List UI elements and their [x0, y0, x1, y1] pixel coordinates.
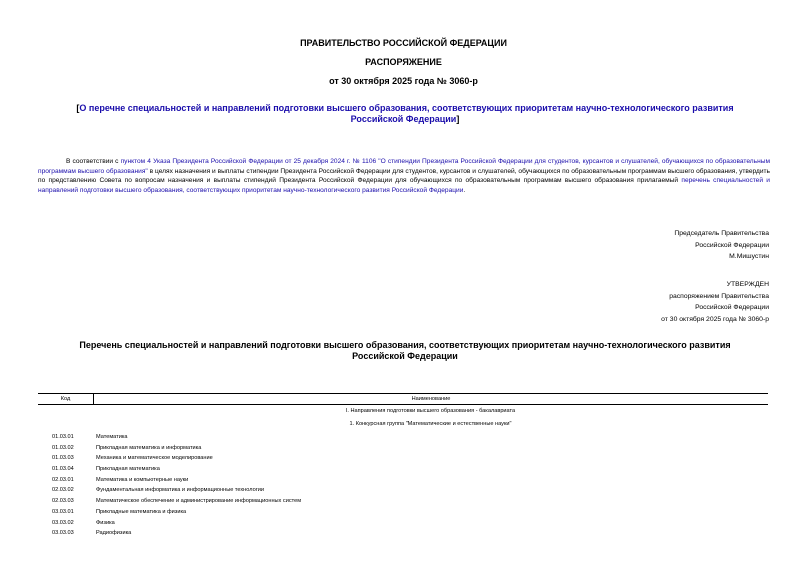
row-name: Радиофизика [96, 530, 132, 537]
specialties-table [38, 393, 768, 539]
row-name: Математическое обеспечение и администрирование информационных систем [96, 498, 302, 505]
table-row [38, 485, 768, 496]
approval-block [661, 279, 769, 325]
signature-name: М.Мишустин [729, 253, 769, 260]
column-header-name: Наименование [93, 394, 768, 404]
group-heading: 1. Конкурсная группа "Математические и естественные науки" [349, 421, 512, 427]
row-code: 01.03.04 [52, 466, 74, 473]
document-date-number: от 30 октября 2025 года № 3060-р [329, 76, 478, 86]
table-body [38, 432, 768, 539]
subject-close-bracket: ] [456, 114, 460, 124]
row-name: Математика и компьютерные науки [96, 476, 189, 483]
table-header [38, 393, 768, 405]
table-row [38, 528, 768, 539]
subject-open-bracket: [ [76, 103, 80, 113]
row-code: 02.03.01 [52, 476, 74, 483]
table-row [38, 432, 768, 443]
approval-title: УТВЕРЖДЕН [726, 281, 769, 288]
row-name: Физика [96, 519, 115, 526]
approval-line-2: распоряжением Правительства [669, 292, 769, 300]
approval-line-3: Российской Федерации [695, 304, 769, 311]
list-link[interactable]: перечень специальностей и направлений подготовки высшего образования, соответствующих приоритетам научно-технологического развития Российской Федерации [38, 177, 770, 194]
table-row [38, 518, 768, 529]
government-heading: ПРАВИТЕЛЬСТВО РОССИЙСКОЙ ФЕДЕРАЦИИ [300, 38, 507, 48]
document-subject [55, 103, 755, 125]
list-title: Перечень специальностей и направлений подготовки высшего образования, соответствующих приоритетам научно-технологического развития Российской Федерации [79, 340, 731, 361]
row-code: 03.03.01 [52, 508, 74, 515]
p1-text1: В соответствии с [66, 158, 121, 165]
table-row [38, 475, 768, 486]
table-row [38, 496, 768, 507]
row-name: Механика и математическое моделирование [96, 455, 213, 462]
decree-link[interactable]: пунктом 4 Указа Президента Российской Федерации от 25 декабря 2024 г. № 1106 "О стипендии Президента Российской Федерации для студентов, курсантов и слушателей, обучающихся по образовательным программам высшего образования" [38, 158, 771, 175]
row-name: Фундаментальная информатика и информационные технологии [96, 487, 264, 494]
p1-text2: в целях назначения и выплаты стипендии Президента Российской Федерации для студентов, курсантов и слушателей, обучающихся по образовательным программам высшего образования, утвердить по представлению Совета по вопросам назначения и выплаты стипендий Президента Российской Федерации для обучающихся по образовательным программам высшего образования прилагаемый [38, 167, 770, 184]
table-row [38, 443, 768, 454]
row-name: Прикладные математика и физика [96, 508, 187, 515]
signature-position: Председатель Правительства [674, 230, 769, 237]
signature-country: Российской Федерации [695, 241, 769, 249]
row-code: 01.03.03 [52, 455, 74, 462]
row-code: 03.03.02 [52, 519, 74, 526]
p1-text3: . [463, 186, 466, 194]
table-row [38, 507, 768, 518]
row-code: 03.03.03 [52, 530, 74, 537]
subject-link[interactable]: О перечне специальностей и направлений подготовки высшего образования, соответствующих приоритетам научно-технологического развития Российской Федерации [79, 103, 734, 124]
signature-block [674, 228, 769, 263]
column-header-code: Код [60, 396, 71, 402]
approval-line-4: от 30 октября 2025 года № 3060-р [661, 315, 769, 323]
section-heading: I. Направления подготовки высшего образования - бакалавриата [345, 408, 516, 414]
table-row [38, 464, 768, 475]
row-code: 02.03.02 [52, 487, 74, 494]
row-code: 02.03.03 [52, 498, 74, 505]
body-paragraph [38, 157, 770, 195]
row-name: Математика [96, 434, 128, 440]
table-row [38, 453, 768, 464]
row-name: Прикладная математика [96, 466, 160, 473]
row-code: 01.03.01 [52, 434, 74, 440]
row-code: 01.03.02 [52, 444, 74, 451]
row-name: Прикладная математика и информатика [96, 444, 202, 451]
document-type: РАСПОРЯЖЕНИЕ [365, 57, 442, 67]
